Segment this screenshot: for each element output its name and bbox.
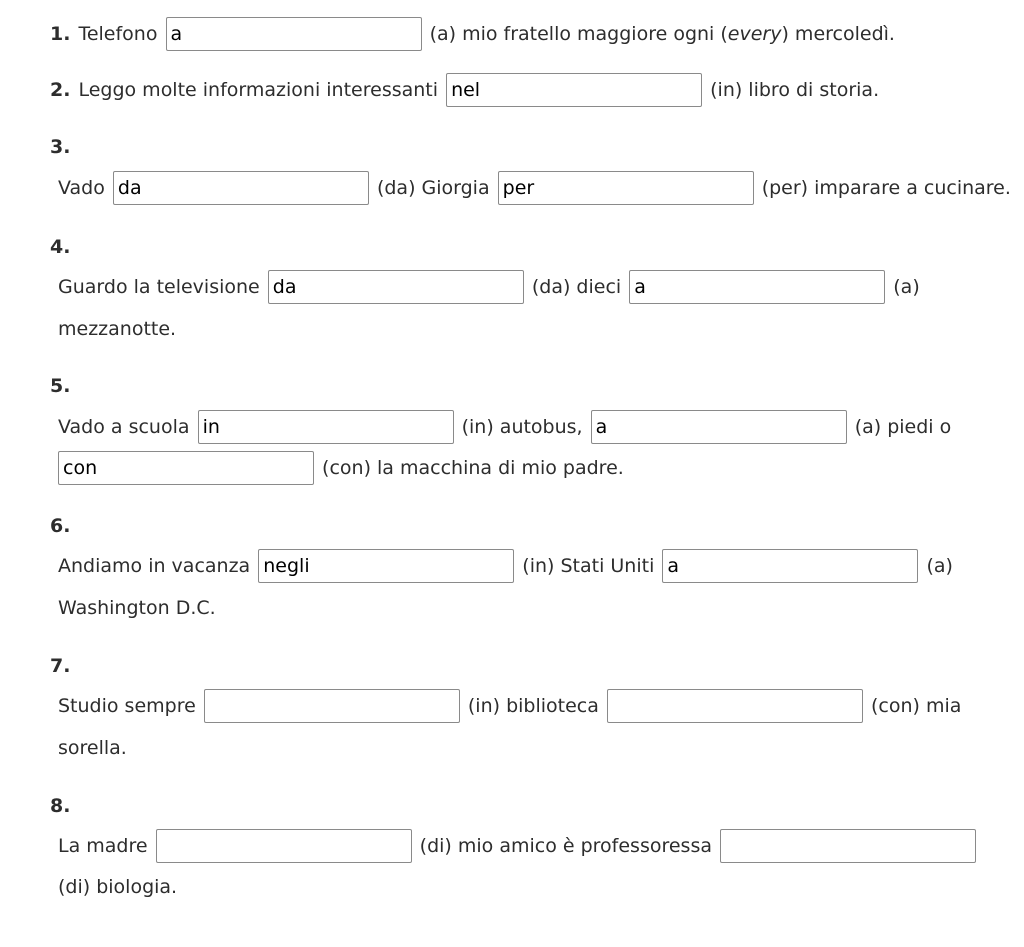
question-text: (in) libro di storia. — [710, 79, 880, 101]
question-number: 2. — [50, 79, 71, 101]
answer-input-1a[interactable] — [166, 17, 422, 51]
answer-input-7b[interactable] — [607, 689, 863, 723]
answer-input-7a[interactable] — [204, 689, 460, 723]
question-text: La madre — [58, 835, 148, 857]
answer-input-5a[interactable] — [198, 410, 454, 444]
question-text: ) mercoledì. — [781, 23, 895, 45]
question-text: (da) Giorgia — [376, 177, 490, 199]
question-5-line — [58, 410, 951, 444]
question-text: (con) mia — [870, 695, 962, 717]
question-text: Studio sempre — [58, 695, 196, 717]
question-2 — [50, 73, 879, 107]
question-6-line — [58, 549, 953, 583]
question-text: (a) — [893, 276, 920, 298]
answer-input-8a[interactable] — [156, 829, 412, 863]
question-text: Guardo la televisione — [58, 276, 260, 298]
question-text: (con) la macchina di mio padre. — [322, 457, 624, 479]
answer-input-4b[interactable] — [629, 270, 885, 304]
question-number-4: 4. — [50, 236, 71, 258]
question-text: Andiamo in vacanza — [58, 555, 251, 577]
question-7-line — [58, 689, 961, 723]
answer-input-3a[interactable] — [113, 171, 369, 205]
question-8-continuation: (di) biologia. — [58, 876, 178, 898]
question-1 — [50, 17, 895, 51]
question-number-5: 5. — [50, 375, 71, 397]
answer-input-5b[interactable] — [591, 410, 847, 444]
answer-input-6a[interactable] — [258, 549, 514, 583]
question-number: 1. — [50, 23, 71, 45]
question-text: Vado a scuola — [58, 416, 190, 438]
question-text: (a) piedi o — [854, 416, 952, 438]
question-text: (di) mio amico è professoressa — [419, 835, 713, 857]
question-6-continuation: Washington D.C. — [58, 597, 216, 619]
question-4-continuation: mezzanotte. — [58, 318, 177, 340]
answer-input-3b[interactable] — [498, 171, 754, 205]
question-text-italic: every — [727, 23, 782, 45]
question-text: (a) mio fratello maggiore ogni ( — [429, 23, 728, 45]
question-text: (per) imparare a cucinare. — [761, 177, 1011, 199]
question-text: Vado — [58, 177, 105, 199]
question-number-6: 6. — [50, 515, 71, 537]
question-4-line — [58, 270, 920, 304]
question-number-3: 3. — [50, 136, 71, 158]
question-8-line — [58, 829, 978, 863]
question-text: (in) Stati Uniti — [522, 555, 655, 577]
answer-input-5c[interactable] — [58, 451, 314, 485]
question-5-line-2 — [58, 451, 624, 485]
question-7-continuation: sorella. — [58, 737, 127, 759]
question-number-7: 7. — [50, 655, 71, 677]
question-text: (da) dieci — [531, 276, 622, 298]
answer-input-2a[interactable] — [446, 73, 702, 107]
question-text: Leggo molte informazioni interessanti — [78, 79, 439, 101]
question-text: (in) autobus, — [461, 416, 583, 438]
question-text: Telefono — [78, 23, 158, 45]
question-text: (in) biblioteca — [467, 695, 599, 717]
question-number-8: 8. — [50, 795, 71, 817]
question-text: (a) — [926, 555, 953, 577]
question-3-line — [58, 171, 1011, 205]
answer-input-4a[interactable] — [268, 270, 524, 304]
answer-input-8b[interactable] — [720, 829, 976, 863]
answer-input-6b[interactable] — [662, 549, 918, 583]
